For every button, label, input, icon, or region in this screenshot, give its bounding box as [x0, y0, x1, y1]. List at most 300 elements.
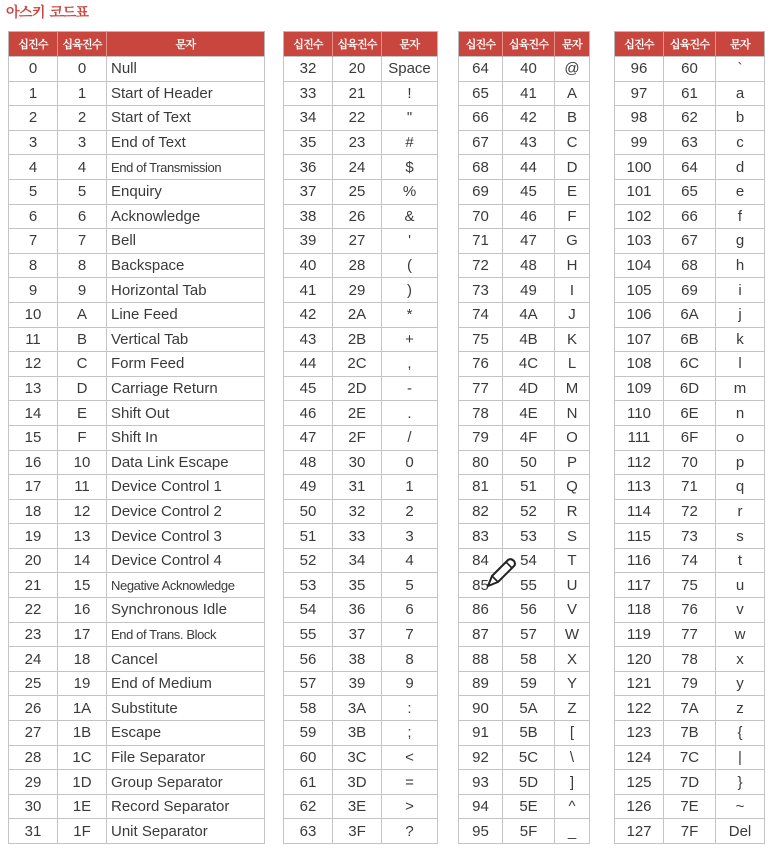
hex-cell: 15: [58, 573, 107, 598]
hex-cell: 33: [333, 524, 382, 549]
char-cell: a: [716, 81, 765, 106]
table-row: [615, 475, 765, 500]
decimal-cell: 81: [459, 475, 503, 500]
table-row: [615, 327, 765, 352]
char-cell: ?: [382, 819, 438, 844]
char-cell: x: [716, 647, 765, 672]
hex-cell: 5C: [503, 745, 555, 770]
decimal-cell: 50: [284, 499, 333, 524]
table-row: [615, 179, 765, 204]
table-row: [459, 548, 590, 573]
decimal-cell: 112: [615, 450, 664, 475]
table-row: [459, 130, 590, 155]
table-row: [9, 327, 265, 352]
char-cell: File Separator: [107, 745, 265, 770]
decimal-cell: 111: [615, 425, 664, 450]
hex-cell: 42: [503, 106, 555, 131]
hex-cell: 1C: [58, 745, 107, 770]
char-cell: Shift Out: [107, 401, 265, 426]
hex-cell: 65: [664, 179, 716, 204]
char-cell: $: [382, 155, 438, 180]
hex-cell: 58: [503, 647, 555, 672]
ascii-table-64-95: [458, 31, 590, 844]
char-cell: `: [716, 57, 765, 82]
hex-cell: 64: [664, 155, 716, 180]
hex-cell: 7B: [664, 721, 716, 746]
char-cell: 1: [382, 475, 438, 500]
decimal-cell: 64: [459, 57, 503, 82]
table-row: [615, 647, 765, 672]
decimal-cell: 93: [459, 770, 503, 795]
decimal-cell: 88: [459, 647, 503, 672]
table-row: [459, 598, 590, 623]
char-cell: B: [555, 106, 590, 131]
table-row: [284, 721, 438, 746]
table-row: [284, 647, 438, 672]
table-header-row: [284, 32, 438, 57]
table-row: [9, 229, 265, 254]
table-row: [9, 745, 265, 770]
table-row: [284, 106, 438, 131]
char-cell: R: [555, 499, 590, 524]
char-cell: Vertical Tab: [107, 327, 265, 352]
char-cell: Substitute: [107, 696, 265, 721]
table-row: [615, 425, 765, 450]
char-cell: %: [382, 179, 438, 204]
char-cell: Shift In: [107, 425, 265, 450]
hex-cell: 7F: [664, 819, 716, 844]
hex-cell: 2B: [333, 327, 382, 352]
hex-cell: 7: [58, 229, 107, 254]
hex-cell: 4C: [503, 352, 555, 377]
table-row: [284, 155, 438, 180]
char-cell: P: [555, 450, 590, 475]
ascii-table-32-63: [283, 31, 438, 844]
decimal-cell: 86: [459, 598, 503, 623]
table-row: [9, 671, 265, 696]
decimal-cell: 104: [615, 253, 664, 278]
table-row: [284, 819, 438, 844]
char-cell: Q: [555, 475, 590, 500]
char-cell: C: [555, 130, 590, 155]
hex-cell: 18: [58, 647, 107, 672]
char-cell: &: [382, 204, 438, 229]
char-cell: D: [555, 155, 590, 180]
char-cell: Y: [555, 671, 590, 696]
char-cell: Record Separator: [107, 794, 265, 819]
header-decimal: 십진수: [9, 32, 58, 57]
char-cell: e: [716, 179, 765, 204]
hex-cell: 5F: [503, 819, 555, 844]
char-cell: Device Control 4: [107, 548, 265, 573]
char-cell: +: [382, 327, 438, 352]
header-hex: 십육진수: [664, 32, 716, 57]
decimal-cell: 51: [284, 524, 333, 549]
hex-cell: 44: [503, 155, 555, 180]
char-cell: 5: [382, 573, 438, 598]
table-row: [615, 819, 765, 844]
hex-cell: 54: [503, 548, 555, 573]
hex-cell: 6: [58, 204, 107, 229]
decimal-cell: 52: [284, 548, 333, 573]
char-cell: -: [382, 376, 438, 401]
hex-cell: 6A: [664, 302, 716, 327]
decimal-cell: 90: [459, 696, 503, 721]
table-row: [615, 598, 765, 623]
hex-cell: 48: [503, 253, 555, 278]
table-row: [459, 696, 590, 721]
table-row: [9, 475, 265, 500]
hex-cell: B: [58, 327, 107, 352]
hex-cell: 63: [664, 130, 716, 155]
decimal-cell: 2: [9, 106, 58, 131]
decimal-cell: 105: [615, 278, 664, 303]
decimal-cell: 107: [615, 327, 664, 352]
char-cell: (: [382, 253, 438, 278]
decimal-cell: 60: [284, 745, 333, 770]
table-row: [284, 499, 438, 524]
char-cell: V: [555, 598, 590, 623]
table-row: [9, 548, 265, 573]
char-cell: v: [716, 598, 765, 623]
decimal-cell: 38: [284, 204, 333, 229]
decimal-cell: 11: [9, 327, 58, 352]
decimal-cell: 92: [459, 745, 503, 770]
decimal-cell: 98: [615, 106, 664, 131]
header-char: 문자: [382, 32, 438, 57]
char-cell: W: [555, 622, 590, 647]
hex-cell: 53: [503, 524, 555, 549]
char-cell: >: [382, 794, 438, 819]
table-row: [459, 647, 590, 672]
decimal-cell: 120: [615, 647, 664, 672]
decimal-cell: 96: [615, 57, 664, 82]
decimal-cell: 65: [459, 81, 503, 106]
decimal-cell: 53: [284, 573, 333, 598]
table-row: [9, 155, 265, 180]
decimal-cell: 41: [284, 278, 333, 303]
hex-cell: 23: [333, 130, 382, 155]
table-row: [9, 450, 265, 475]
char-cell: ): [382, 278, 438, 303]
decimal-cell: 97: [615, 81, 664, 106]
hex-cell: 8: [58, 253, 107, 278]
char-cell: Del: [716, 819, 765, 844]
hex-cell: 72: [664, 499, 716, 524]
hex-cell: 12: [58, 499, 107, 524]
table-row: [9, 573, 265, 598]
table-row: [615, 229, 765, 254]
decimal-cell: 32: [284, 57, 333, 82]
char-cell: !: [382, 81, 438, 106]
char-cell: T: [555, 548, 590, 573]
table-row: [615, 253, 765, 278]
decimal-cell: 101: [615, 179, 664, 204]
table-row: [615, 794, 765, 819]
table-row: [459, 770, 590, 795]
decimal-cell: 8: [9, 253, 58, 278]
hex-cell: 1A: [58, 696, 107, 721]
char-cell: ]: [555, 770, 590, 795]
table-row: [459, 622, 590, 647]
decimal-cell: 100: [615, 155, 664, 180]
table-row: [9, 204, 265, 229]
char-cell: M: [555, 376, 590, 401]
table-row: [9, 278, 265, 303]
hex-cell: 49: [503, 278, 555, 303]
hex-cell: 40: [503, 57, 555, 82]
decimal-cell: 18: [9, 499, 58, 524]
char-cell: Enquiry: [107, 179, 265, 204]
decimal-cell: 99: [615, 130, 664, 155]
decimal-cell: 72: [459, 253, 503, 278]
char-cell: c: [716, 130, 765, 155]
hex-cell: 43: [503, 130, 555, 155]
table-row: [9, 130, 265, 155]
table-row: [284, 794, 438, 819]
table-row: [284, 376, 438, 401]
hex-cell: 5E: [503, 794, 555, 819]
decimal-cell: 61: [284, 770, 333, 795]
hex-cell: 5A: [503, 696, 555, 721]
decimal-cell: 20: [9, 548, 58, 573]
decimal-cell: 91: [459, 721, 503, 746]
hex-cell: E: [58, 401, 107, 426]
char-cell: 3: [382, 524, 438, 549]
hex-cell: 73: [664, 524, 716, 549]
decimal-cell: 23: [9, 622, 58, 647]
table-header-row: [459, 32, 590, 57]
hex-cell: 66: [664, 204, 716, 229]
decimal-cell: 69: [459, 179, 503, 204]
char-cell: /: [382, 425, 438, 450]
decimal-cell: 123: [615, 721, 664, 746]
hex-cell: 61: [664, 81, 716, 106]
table-row: [284, 130, 438, 155]
table-row: [9, 794, 265, 819]
decimal-cell: 46: [284, 401, 333, 426]
char-cell: u: [716, 573, 765, 598]
table-row: [9, 179, 265, 204]
char-cell: 2: [382, 499, 438, 524]
hex-cell: 60: [664, 57, 716, 82]
hex-cell: 55: [503, 573, 555, 598]
char-cell: Z: [555, 696, 590, 721]
hex-cell: 3A: [333, 696, 382, 721]
table-row: [459, 229, 590, 254]
char-cell: Unit Separator: [107, 819, 265, 844]
hex-cell: 7C: [664, 745, 716, 770]
char-cell: Group Separator: [107, 770, 265, 795]
table-row: [9, 598, 265, 623]
table-row: [615, 770, 765, 795]
decimal-cell: 6: [9, 204, 58, 229]
hex-cell: F: [58, 425, 107, 450]
char-cell: @: [555, 57, 590, 82]
char-cell: y: [716, 671, 765, 696]
decimal-cell: 21: [9, 573, 58, 598]
char-cell: ": [382, 106, 438, 131]
char-cell: 8: [382, 647, 438, 672]
char-cell: X: [555, 647, 590, 672]
hex-cell: 76: [664, 598, 716, 623]
hex-cell: 13: [58, 524, 107, 549]
table-row: [284, 401, 438, 426]
char-cell: o: [716, 425, 765, 450]
hex-cell: 30: [333, 450, 382, 475]
hex-cell: 10: [58, 450, 107, 475]
hex-cell: 14: [58, 548, 107, 573]
hex-cell: 1D: [58, 770, 107, 795]
char-cell: |: [716, 745, 765, 770]
header-decimal: 십진수: [459, 32, 503, 57]
decimal-cell: 113: [615, 475, 664, 500]
decimal-cell: 39: [284, 229, 333, 254]
table-row: [459, 450, 590, 475]
decimal-cell: 106: [615, 302, 664, 327]
char-cell: Negative Acknowledge: [107, 573, 265, 598]
hex-cell: 51: [503, 475, 555, 500]
page-title: 아스키 코드표: [6, 5, 89, 21]
hex-cell: 50: [503, 450, 555, 475]
hex-cell: 1E: [58, 794, 107, 819]
decimal-cell: 14: [9, 401, 58, 426]
hex-cell: 9: [58, 278, 107, 303]
decimal-cell: 19: [9, 524, 58, 549]
char-cell: ~: [716, 794, 765, 819]
decimal-cell: 83: [459, 524, 503, 549]
table-row: [615, 81, 765, 106]
table-row: [284, 229, 438, 254]
decimal-cell: 124: [615, 745, 664, 770]
hex-cell: 25: [333, 179, 382, 204]
hex-cell: 27: [333, 229, 382, 254]
table-row: [9, 696, 265, 721]
hex-cell: 68: [664, 253, 716, 278]
char-cell: I: [555, 278, 590, 303]
hex-cell: 70: [664, 450, 716, 475]
hex-cell: 21: [333, 81, 382, 106]
table-header-row: [9, 32, 265, 57]
hex-cell: 1: [58, 81, 107, 106]
header-char: 문자: [716, 32, 765, 57]
decimal-cell: 127: [615, 819, 664, 844]
decimal-cell: 58: [284, 696, 333, 721]
char-cell: Line Feed: [107, 302, 265, 327]
table-row: [459, 401, 590, 426]
char-cell: .: [382, 401, 438, 426]
char-cell: ^: [555, 794, 590, 819]
decimal-cell: 56: [284, 647, 333, 672]
decimal-cell: 0: [9, 57, 58, 82]
char-cell: ;: [382, 721, 438, 746]
char-cell: r: [716, 499, 765, 524]
ascii-table-96-127: [614, 31, 765, 844]
char-cell: h: [716, 253, 765, 278]
char-cell: 7: [382, 622, 438, 647]
hex-cell: 16: [58, 598, 107, 623]
header-decimal: 십진수: [615, 32, 664, 57]
table-row: [284, 253, 438, 278]
table-row: [284, 425, 438, 450]
table-row: [284, 302, 438, 327]
char-cell: s: [716, 524, 765, 549]
decimal-cell: 95: [459, 819, 503, 844]
hex-cell: 75: [664, 573, 716, 598]
hex-cell: 4: [58, 155, 107, 180]
table-row: [9, 253, 265, 278]
table-row: [615, 696, 765, 721]
table-row: [9, 302, 265, 327]
char-cell: \: [555, 745, 590, 770]
ascii-table-0-31: [8, 31, 265, 844]
table-row: [459, 376, 590, 401]
char-cell: J: [555, 302, 590, 327]
char-cell: Carriage Return: [107, 376, 265, 401]
table-row: [615, 57, 765, 82]
table-row: [284, 524, 438, 549]
decimal-cell: 116: [615, 548, 664, 573]
hex-cell: 22: [333, 106, 382, 131]
table-row: [459, 106, 590, 131]
table-row: [284, 475, 438, 500]
table-row: [9, 622, 265, 647]
table-row: [9, 401, 265, 426]
table-row: [615, 401, 765, 426]
hex-cell: 2: [58, 106, 107, 131]
table-row: [615, 524, 765, 549]
decimal-cell: 80: [459, 450, 503, 475]
header-char: 문자: [555, 32, 590, 57]
table-row: [615, 204, 765, 229]
hex-cell: 39: [333, 671, 382, 696]
char-cell: t: [716, 548, 765, 573]
decimal-cell: 42: [284, 302, 333, 327]
table-row: [284, 81, 438, 106]
char-cell: Null: [107, 57, 265, 82]
table-row: [459, 204, 590, 229]
hex-cell: 38: [333, 647, 382, 672]
table-row: [459, 179, 590, 204]
hex-cell: 7A: [664, 696, 716, 721]
hex-cell: 57: [503, 622, 555, 647]
char-cell: _: [555, 819, 590, 844]
hex-cell: 1F: [58, 819, 107, 844]
decimal-cell: 122: [615, 696, 664, 721]
decimal-cell: 70: [459, 204, 503, 229]
decimal-cell: 63: [284, 819, 333, 844]
decimal-cell: 66: [459, 106, 503, 131]
table-row: [459, 475, 590, 500]
hex-cell: 52: [503, 499, 555, 524]
hex-cell: 2A: [333, 302, 382, 327]
hex-cell: 47: [503, 229, 555, 254]
char-cell: k: [716, 327, 765, 352]
decimal-cell: 74: [459, 302, 503, 327]
decimal-cell: 62: [284, 794, 333, 819]
char-cell: w: [716, 622, 765, 647]
hex-cell: 56: [503, 598, 555, 623]
decimal-cell: 22: [9, 598, 58, 623]
hex-cell: 17: [58, 622, 107, 647]
decimal-cell: 1: [9, 81, 58, 106]
char-cell: g: [716, 229, 765, 254]
char-cell: Data Link Escape: [107, 450, 265, 475]
hex-cell: 35: [333, 573, 382, 598]
table-row: [459, 155, 590, 180]
char-cell: <: [382, 745, 438, 770]
char-cell: Device Control 2: [107, 499, 265, 524]
